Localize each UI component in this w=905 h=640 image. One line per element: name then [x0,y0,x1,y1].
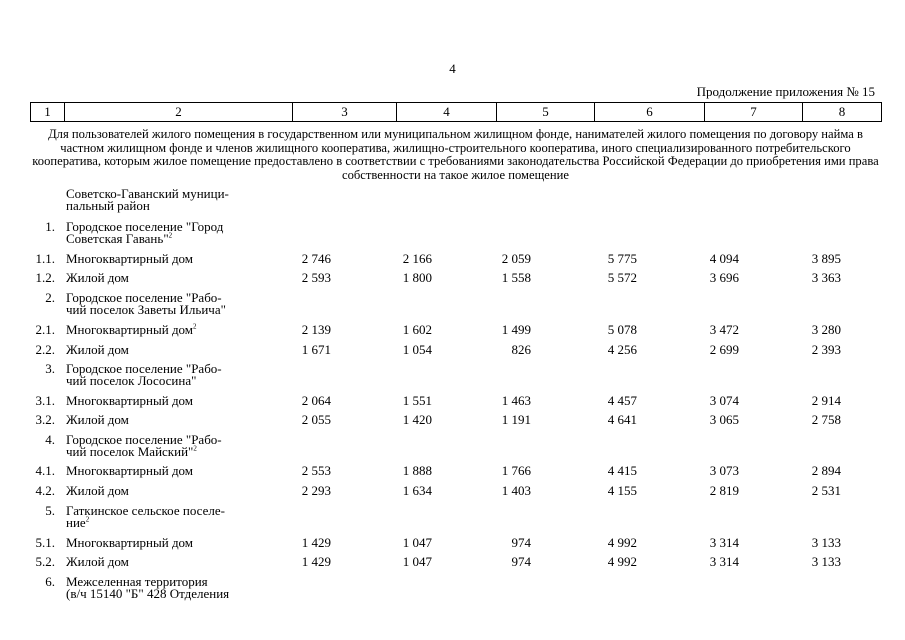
cell-value: 1 403 [501,483,531,498]
row-name: Многоквартирный дом [66,463,194,478]
settlement-name-line1: Городское поселение "Рабо- [66,432,222,447]
cell-value: 4 256 [607,342,637,357]
row-number: 2.2. [35,342,55,357]
cell-value: 1 420 [402,412,432,427]
cell-value: 2 894 [811,463,841,478]
column-number: 5 [497,103,595,122]
row-number: 1. [45,219,55,234]
cell-value: 2 055 [301,412,331,427]
cell-value: 2 064 [301,393,331,408]
settlement-name-line2: ние [66,515,86,530]
cell-value: 1 499 [501,322,531,337]
cell-value: 1 551 [402,393,432,408]
cell-value: 3 280 [811,322,841,337]
settlement-name-line1: Гаткинское сельское поселе- [66,503,225,518]
cell-value: 4 457 [607,393,637,408]
settlement-name-line1: Городское поселение "Рабо- [66,361,222,376]
cell-value: 4 641 [607,412,637,427]
cell-value: 1 558 [501,270,531,285]
column-number: 1 [31,103,65,122]
cell-value: 3 073 [709,463,739,478]
district-name-line2: пальный район [66,198,150,213]
settlement-name-line1: Межселенная территория [66,574,208,589]
cell-value: 3 696 [709,270,739,285]
cell-value: 3 363 [811,270,841,285]
row-number: 3.2. [35,412,55,427]
continuation-label: Продолжение приложения № 15 [696,84,875,99]
cell-value: 3 133 [811,554,841,569]
cell-value: 2 531 [811,483,841,498]
cell-value: 3 314 [709,535,739,550]
column-number: 3 [293,103,397,122]
cell-value: 1 429 [301,554,331,569]
cell-value: 3 895 [811,251,841,266]
row-name: Жилой дом [66,554,129,569]
row-number: 5.1. [35,535,55,550]
footnote-mark: 2 [168,231,173,240]
cell-value: 4 992 [607,535,637,550]
cell-value: 4 415 [607,463,637,478]
cell-value: 5 572 [607,270,637,285]
settlement-name-line2: (в/ч 15140 "Б" 428 Отделения [66,586,230,601]
cell-value: 3 074 [709,393,739,408]
cell-value: 2 914 [811,393,841,408]
settlement-name-line2: чий поселок Заветы Ильича" [66,302,226,317]
cell-value: 1 634 [402,483,432,498]
page-number: 4 [449,61,456,76]
row-name: Многоквартирный дом [66,251,194,266]
column-number: 8 [803,103,882,122]
settlement-name-line1: Городское поселение "Рабо- [66,290,222,305]
column-number: 2 [65,103,293,122]
cell-value: 1 671 [301,342,331,357]
row-number: 4. [45,432,55,447]
cell-value: 3 472 [709,322,739,337]
row-number: 2. [45,290,55,305]
cell-value: 1 800 [402,270,432,285]
row-name: Многоквартирный дом [66,393,194,408]
footnote-mark: 2 [193,322,197,331]
column-number: 4 [397,103,497,122]
row-name: Жилой дом [66,270,129,285]
cell-value: 4 155 [607,483,637,498]
row-number: 5. [45,503,55,518]
row-number: 1.1. [35,251,55,266]
cell-value: 1 047 [402,535,432,550]
cell-value: 1 888 [402,463,432,478]
cell-value: 2 819 [709,483,739,498]
cell-value: 3 133 [811,535,841,550]
row-name: Многоквартирный дом [66,535,194,550]
district-name-line1: Советско-Гаванский муници- [66,186,229,201]
row-name: Многоквартирный дом [66,322,194,337]
cell-value: 4 094 [709,251,739,266]
row-name: Жилой дом [66,342,129,357]
row-number: 3.1. [35,393,55,408]
cell-value: 974 [511,554,531,569]
cell-value: 1 054 [402,342,432,357]
row-number: 4.2. [35,483,55,498]
cell-value: 2 746 [301,251,331,266]
row-number: 1.2. [35,270,55,285]
cell-value: 1 047 [402,554,432,569]
cell-value: 2 166 [402,251,432,266]
cell-value: 2 293 [301,483,331,498]
footnote-mark: 2 [193,444,197,453]
cell-value: 1 766 [501,463,531,478]
column-number: 7 [705,103,803,122]
cell-value: 974 [511,535,531,550]
cell-value: 3 065 [709,412,739,427]
cell-value: 2 699 [709,342,739,357]
cell-value: 2 593 [301,270,331,285]
settlement-name-line2: чий поселок Лососина" [66,373,197,388]
cell-value: 2 758 [811,412,841,427]
row-name: Жилой дом [66,483,129,498]
cell-value: 1 463 [501,393,531,408]
cell-value: 5 078 [607,322,637,337]
footnote-mark: 2 [85,515,90,524]
cell-value: 1 602 [402,322,432,337]
cell-value: 2 553 [301,463,331,478]
cell-value: 2 139 [301,322,331,337]
section-title: Для пользователей жилого помещения в государственном или муниципальном жилищном фонде, нанимателей жилого помещения по договору найма в частном жилищном фонде и членов жилищного кооператива, жилищно-строительного кооператива, иного специализированного потребительского кооператива, которым жилое помещение предоставлено в соответствии с требованиями законодательства Российской Федерации до приобретения ими права собственности на такое жилое помещение [32,127,879,182]
row-number: 6. [45,574,55,589]
row-number: 5.2. [35,554,55,569]
cell-value: 4 992 [607,554,637,569]
row-name: Жилой дом [66,412,129,427]
row-number: 4.1. [35,463,55,478]
cell-value: 2 059 [501,251,531,266]
cell-value: 2 393 [811,342,841,357]
settlement-name-line1: Городское поселение "Город [66,219,224,234]
settlement-name-line2: Советская Гавань" [66,231,169,246]
column-number-header [30,102,882,122]
column-number: 6 [595,103,705,122]
cell-value: 3 314 [709,554,739,569]
cell-value: 1 191 [501,412,531,427]
cell-value: 5 775 [607,251,637,266]
row-number: 2.1. [35,322,55,337]
row-number: 3. [45,361,55,376]
cell-value: 826 [511,342,531,357]
settlement-name-line2: чий поселок Майский" [66,444,194,459]
cell-value: 1 429 [301,535,331,550]
